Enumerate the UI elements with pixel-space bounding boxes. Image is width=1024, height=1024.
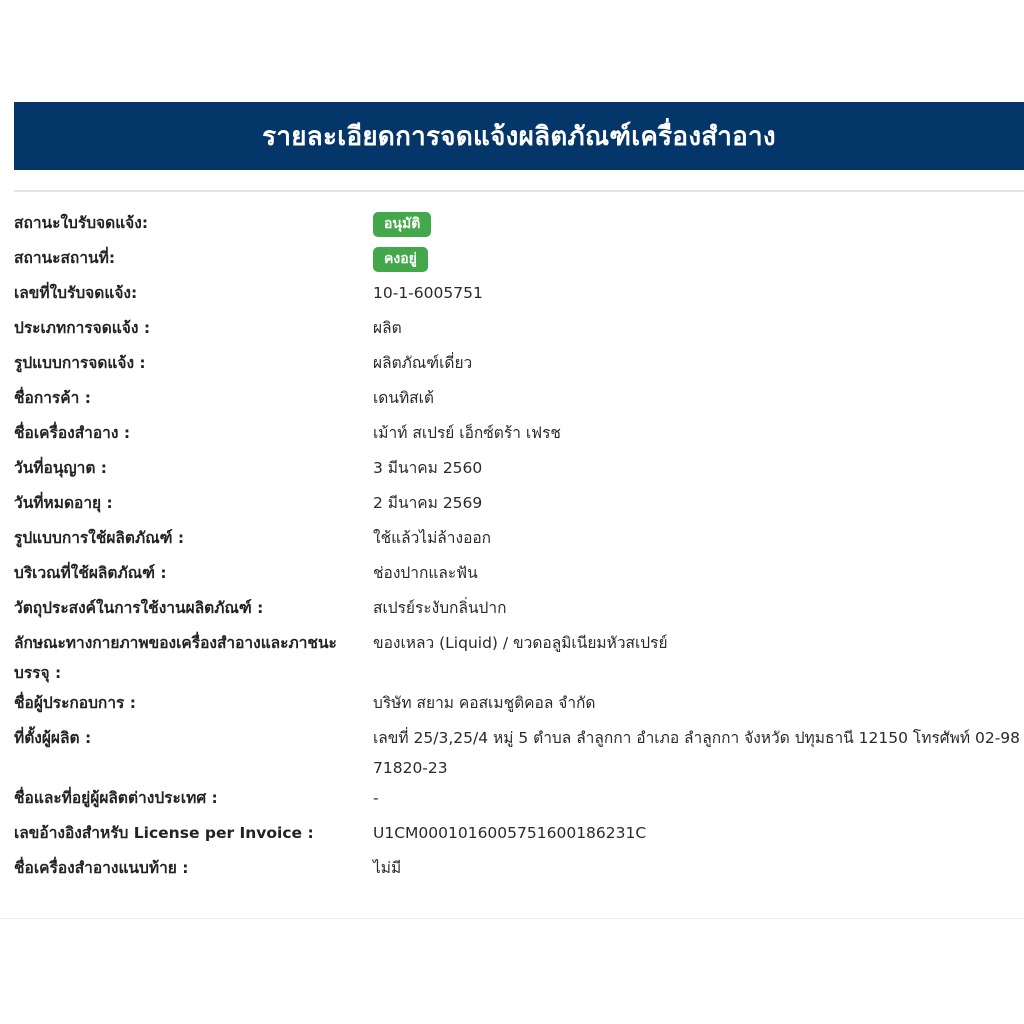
detail-value: -	[373, 789, 379, 807]
detail-value	[373, 208, 1024, 238]
detail-value: ผลิตภัณฑ์เดี่ยว	[373, 354, 473, 372]
detail-row-notification-status	[14, 208, 1024, 243]
detail-value: ไม่มี	[373, 859, 402, 877]
detail-value	[373, 243, 1024, 273]
detail-value: บริษัท สยาม คอสเมชูติคอล จำกัด	[373, 694, 596, 712]
detail-value: 3 มีนาคม 2560	[373, 459, 483, 477]
detail-label: สถานะสถานที่:	[14, 249, 116, 267]
detail-row-premises-status	[14, 243, 1024, 278]
detail-value: เม้าท์ สเปรย์ เอ็กซ์ตร้า เฟรช	[373, 424, 561, 442]
detail-label: สถานะใบรับจดแจ้ง:	[14, 214, 149, 232]
detail-row-trade-name	[14, 383, 1024, 418]
detail-label: ชื่อการค้า :	[14, 389, 91, 407]
detail-label: รูปแบบการใช้ผลิตภัณฑ์ :	[14, 529, 185, 547]
detail-row-notification-number	[14, 278, 1024, 313]
status-badge-approved: อนุมัติ	[373, 212, 431, 237]
detail-row-approval-date	[14, 453, 1024, 488]
detail-label: บริเวณที่ใช้ผลิตภัณฑ์ :	[14, 564, 167, 582]
detail-value: ของเหลว (Liquid) / ขวดอลูมิเนียมหัวสเปรย์	[373, 634, 668, 652]
detail-row-manufacturer-address	[14, 723, 1024, 783]
detail-label: ชื่อเครื่องสำอาง :	[14, 424, 131, 442]
detail-label: วันที่หมดอายุ :	[14, 494, 113, 512]
page-header	[14, 102, 1024, 170]
detail-label: เลขอ้างอิงสำหรับ License per Invoice :	[14, 824, 314, 842]
detail-label: วันที่อนุญาต :	[14, 459, 107, 477]
detail-label: ประเภทการจดแจ้ง :	[14, 319, 151, 337]
detail-label: เลขที่ใบรับจดแจ้ง:	[14, 284, 138, 302]
detail-row-cosmetic-name	[14, 418, 1024, 453]
detail-value: U1CM0001016005751600186231C	[373, 824, 647, 842]
detail-row-application-area	[14, 558, 1024, 593]
detail-value: เลขที่ 25/3,25/4 หมู่ 5 ตำบล ลำลูกกา อำเภอ ลำลูกกา จังหวัด ปทุมธานี 12150 โทรศัพท์ 02-9871820-23	[373, 729, 1021, 777]
footer-divider	[0, 918, 1024, 919]
detail-label: รูปแบบการจดแจ้ง :	[14, 354, 146, 372]
detail-value: ใช้แล้วไม่ล้างออก	[373, 529, 492, 547]
detail-row-attached-cosmetics	[14, 853, 1024, 888]
detail-row-license-reference	[14, 818, 1024, 853]
detail-label: ที่ตั้งผู้ผลิต :	[14, 729, 92, 747]
detail-list	[14, 208, 1024, 888]
detail-row-operator-name	[14, 688, 1024, 723]
status-badge-active: คงอยู่	[373, 247, 428, 272]
detail-value: เดนทิสเต้	[373, 389, 435, 407]
detail-row-usage-format	[14, 523, 1024, 558]
detail-row-physical-characteristics	[14, 628, 1024, 688]
detail-row-expiry-date	[14, 488, 1024, 523]
detail-row-foreign-manufacturer	[14, 783, 1024, 818]
detail-value: ช่องปากและฟัน	[373, 564, 478, 582]
detail-value: 10-1-6005751	[373, 284, 483, 302]
detail-label: ชื่อเครื่องสำอางแนบท้าย :	[14, 859, 189, 877]
detail-row-notification-format	[14, 348, 1024, 383]
detail-label: ชื่อผู้ประกอบการ :	[14, 694, 136, 712]
detail-value: 2 มีนาคม 2569	[373, 494, 483, 512]
detail-row-purpose	[14, 593, 1024, 628]
detail-value: สเปรย์ระงับกลิ่นปาก	[373, 599, 507, 617]
page-title: รายละเอียดการจดแจ้งผลิตภัณฑ์เครื่องสำอาง	[262, 121, 776, 152]
detail-label: ชื่อและที่อยู่ผู้ผลิตต่างประเทศ :	[14, 789, 218, 807]
detail-label: ลักษณะทางกายภาพของเครื่องสำอางและภาชนะบรรจุ :	[14, 634, 337, 682]
header-divider	[14, 190, 1024, 192]
detail-value: ผลิต	[373, 319, 402, 337]
detail-label: วัตถุประสงค์ในการใช้งานผลิตภัณฑ์ :	[14, 599, 264, 617]
detail-row-notification-type	[14, 313, 1024, 348]
